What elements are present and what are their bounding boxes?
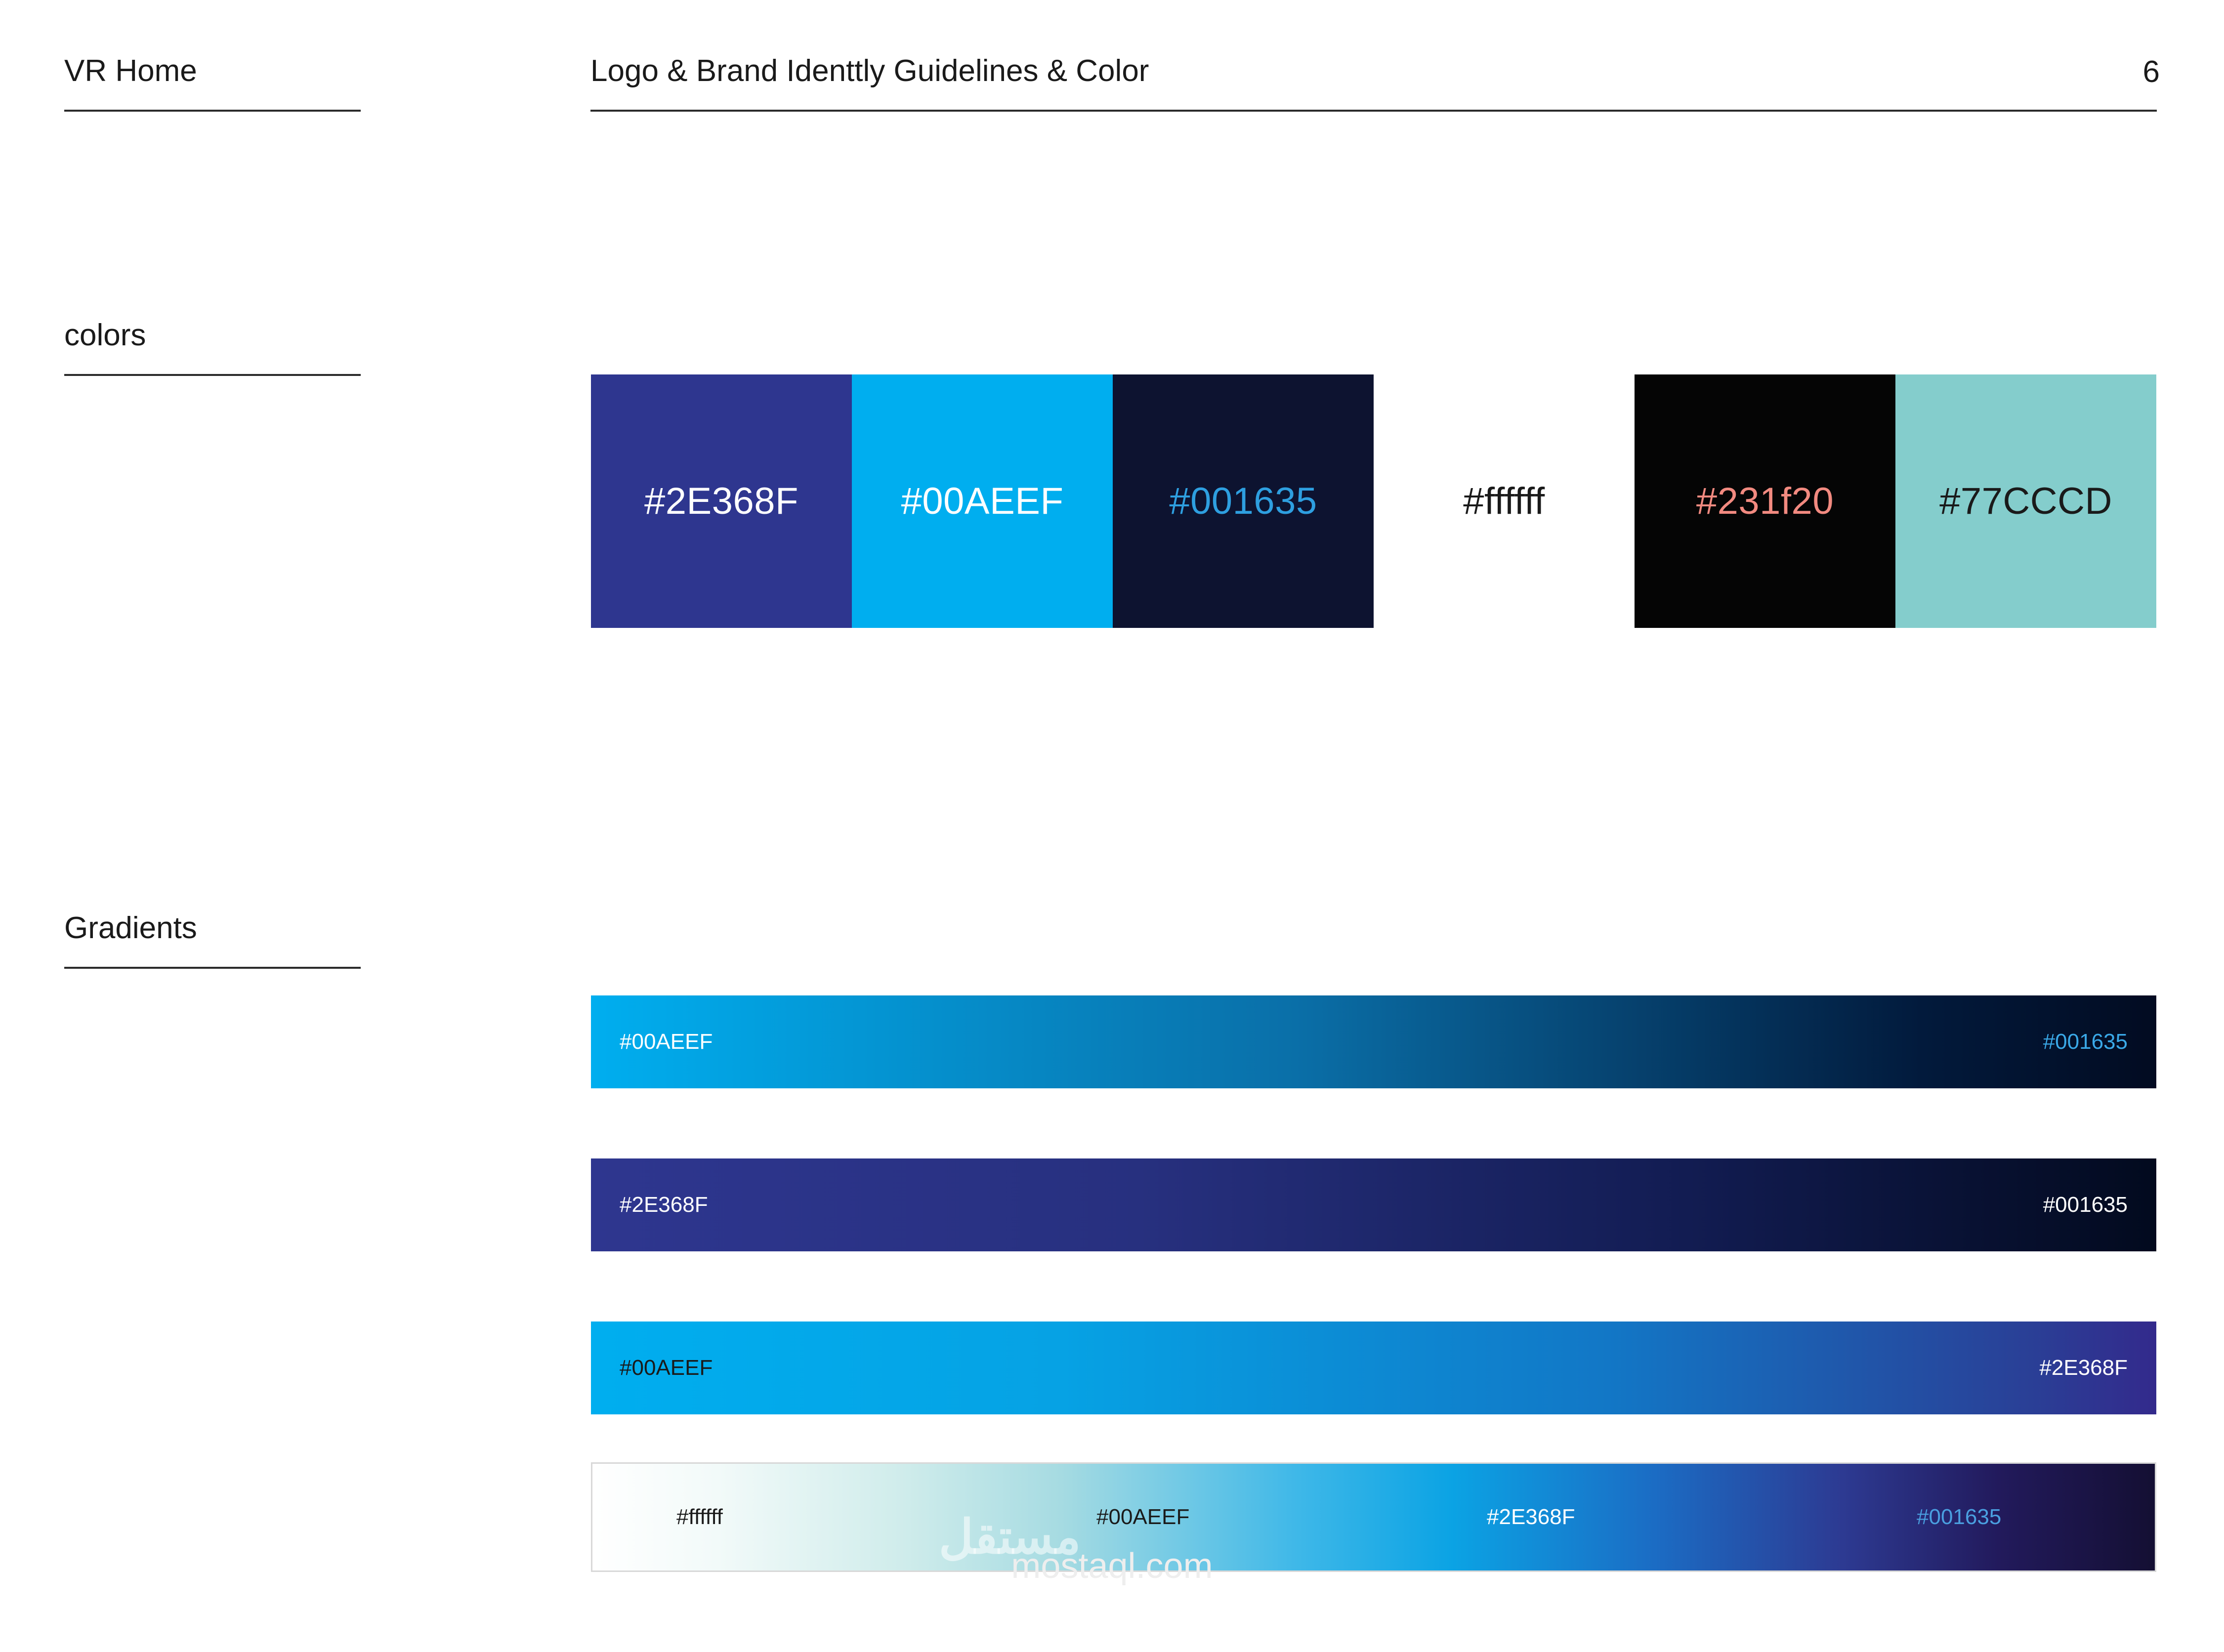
color-swatch-label: #77CCCD xyxy=(1939,480,2112,522)
color-swatch xyxy=(852,374,1113,628)
color-swatch xyxy=(1895,374,2156,628)
section-label-colors-text: colors xyxy=(64,318,146,352)
header-left-label: VR Home xyxy=(64,54,197,88)
watermark-arabic-overlay: مستقل xyxy=(939,1511,1081,1564)
page-header xyxy=(0,0,2224,119)
header-left-rule xyxy=(64,110,361,112)
color-swatch xyxy=(1635,374,1895,628)
gradient-stop-label: #00AEEF xyxy=(1096,1505,1190,1529)
section-label-gradients xyxy=(64,911,361,969)
gradient-stop-label: #ffffff xyxy=(676,1505,723,1529)
gradient-bar xyxy=(591,1158,2156,1251)
gradient-stop-label: #2E368F xyxy=(620,1193,708,1217)
gradient-stop-label: #2E368F xyxy=(1487,1505,1575,1529)
gradient-stop-label: #2E368F xyxy=(2039,1356,2128,1380)
color-swatch-label: #001635 xyxy=(1169,480,1317,522)
color-swatch xyxy=(591,374,852,628)
section-label-colors xyxy=(64,319,361,376)
header-left-block xyxy=(64,54,361,112)
page-number: 6 xyxy=(2142,55,2160,89)
page-title: Logo & Brand Identtly Guidelines & Color xyxy=(590,54,1149,88)
gradient-stop-label: #00AEEF xyxy=(620,1030,713,1054)
section-label-colors-rule xyxy=(64,374,361,376)
color-swatch-row xyxy=(591,374,2156,628)
section-label-gradients-rule xyxy=(64,967,361,969)
color-swatch-label: #231f20 xyxy=(1696,480,1834,522)
header-center-block xyxy=(590,54,2157,112)
header-center-rule xyxy=(590,110,2157,112)
gradient-bar xyxy=(591,995,2156,1088)
watermark-latin: mostaql.com xyxy=(1011,1546,1213,1586)
gradient-bar xyxy=(591,1322,2156,1414)
gradient-bar xyxy=(591,1462,2156,1572)
gradient-stop-label: #001635 xyxy=(2043,1193,2128,1217)
color-swatch-label: #00AEEF xyxy=(901,480,1064,522)
color-swatch-label: #ffffff xyxy=(1463,480,1545,522)
color-swatch-label: #2E368F xyxy=(644,480,798,522)
gradient-stop-label: #001635 xyxy=(2043,1030,2128,1054)
color-swatch xyxy=(1374,374,1635,628)
gradient-stop-label: #00AEEF xyxy=(620,1356,713,1380)
section-label-gradients-text: Gradients xyxy=(64,911,197,945)
color-swatch xyxy=(1113,374,1374,628)
gradient-stop-label: #001635 xyxy=(1917,1505,2002,1529)
